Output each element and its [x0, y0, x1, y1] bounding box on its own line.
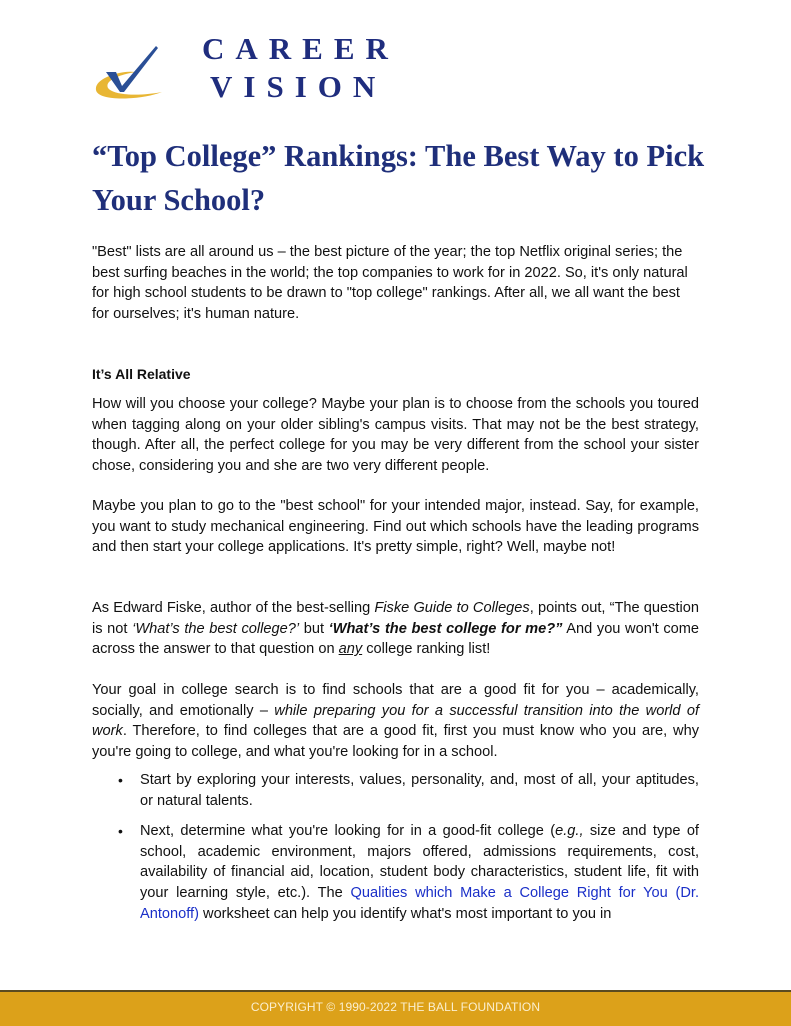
logo-wordmark: [202, 30, 399, 106]
paragraph-goal: [92, 680, 699, 762]
quote-italic: ‘What’s the best college?’: [132, 620, 300, 637]
book-title: Fiske Guide to Colleges: [374, 600, 530, 616]
checkmark-swoosh-icon: [92, 42, 164, 100]
page-title: “Top College” Rankings: The Best Way to Pick Your School?: [92, 139, 705, 217]
text: college ranking list!: [362, 641, 491, 658]
section-heading: It’s All Relative: [92, 366, 191, 382]
text: size and type of school, academic environment, majors offered, admissions requirements, cost, availability of financial aid, location, student body characteristics, student life, fit with your learning style, etc.). The: [140, 823, 699, 901]
text: worksheet can help you identify what's most important to you in: [198, 905, 612, 922]
paragraph-best-school: Maybe you plan to go to the "best school" for your intended major, instead. Say, for example, you want to study mechanical engineering. Find out which schools have the leading programs and then start your college applications. It's pretty simple, right? Well, maybe not!: [92, 498, 699, 556]
emphasis-any: any: [338, 641, 363, 658]
text: , points out, “The question is not: [92, 600, 699, 637]
quote-bold-italic: ‘What’s the best college for me?”: [328, 620, 563, 637]
text: And you won't come across the answer to that question on: [92, 620, 700, 658]
logo-line-1: CAREER: [202, 31, 399, 66]
text: Your goal in college search is to find schools that are a good fit for you – academically, socially, and emotionally –: [92, 682, 699, 719]
emphasis-italic: while preparing you for a successful transition into the world of work: [92, 702, 699, 740]
logo-line-2: VISION: [210, 69, 387, 104]
paragraph-choose-college: How will you choose your college? Maybe your plan is to choose from the schools you toured when tagging along on your older sibling's campus visits. That may not be the best strategy, though. After all, the perfect college for you may be very different from the school your sister chose, considering you and she are two very different people.: [92, 396, 699, 474]
copyright-text: COPYRIGHT © 1990-2022 THE BALL FOUNDATION: [250, 1000, 541, 1014]
text: but: [299, 620, 329, 637]
text: As Edward Fiske, author of the best-selling: [92, 600, 375, 616]
footer-band: [0, 990, 791, 1026]
list-item-text: Start by exploring your interests, values, personality, and, most of all, your aptitudes, or natural talents.: [140, 772, 699, 809]
text: Next, determine what you're looking for in a good-fit college (: [140, 823, 556, 840]
emphasis-eg: e.g.,: [555, 823, 584, 840]
bullet-list: [92, 770, 699, 934]
list-item: [92, 821, 699, 924]
worksheet-link[interactable]: Qualities which Make a College Right for You (Dr. Antonoff): [140, 884, 699, 922]
paragraph-fiske-quote: [92, 598, 699, 660]
intro-paragraph: "Best" lists are all around us – the best picture of the year; the top Netflix original series; the best surfing beaches in the world; the top companies to work for in 2022. So, it's only natural for high school students to be drawn to "top college" rankings. After all, we all want the best for ourselves; it's human nature.: [92, 244, 688, 322]
text: . Therefore, to find colleges that are a good fit, first you must know who you are, why you're going to college, and what you're looking for in a school.: [92, 723, 699, 760]
list-item: [92, 770, 699, 811]
bullet-icon: •: [118, 823, 123, 840]
career-vision-logo: [92, 30, 399, 110]
bullet-icon: •: [118, 772, 123, 788]
